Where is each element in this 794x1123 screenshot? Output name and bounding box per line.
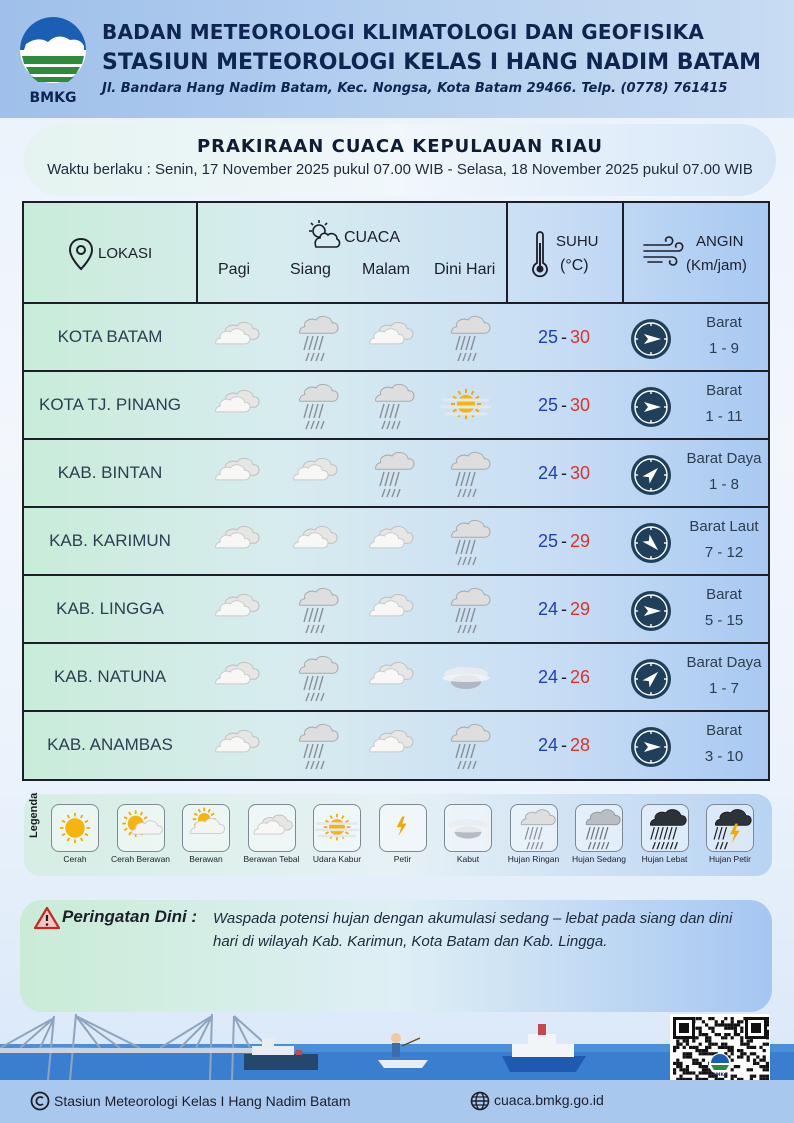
svg-text:BMKG: BMKG [712, 1073, 728, 1078]
temp-separator: - [561, 598, 567, 619]
wind-speed: 3 - 10 [704, 748, 744, 765]
header-weather: CUACA [344, 229, 401, 246]
legend-label: Berawan [189, 854, 223, 864]
footer-website-link[interactable]: cuaca.bmkg.go.id [494, 1092, 604, 1108]
berawan-tebal-icon [288, 516, 340, 566]
berawan-tebal-icon [288, 448, 340, 498]
berawan-tebal-icon [210, 720, 262, 770]
legend-label: Cerah [63, 854, 87, 864]
table-row [24, 304, 768, 372]
forecast-table [22, 201, 770, 781]
title-band [24, 124, 776, 196]
period-malam: Malam [362, 261, 411, 278]
wind-compass-icon [630, 454, 672, 496]
temp-separator: - [561, 530, 567, 551]
legend-icon-box [575, 804, 623, 852]
berawan-tebal-icon [210, 584, 262, 634]
station-name: STASIUN METEOROLOGI KELAS I HANG NADIM BATAM [102, 50, 762, 75]
legend-item [699, 804, 761, 864]
header-temp-unit: (°C) [560, 257, 589, 274]
hujan-ringan-icon [288, 652, 340, 702]
legend-icon-box [510, 804, 558, 852]
legend-icon-box [117, 804, 165, 852]
petir-icon [380, 805, 426, 851]
svg-text:BMKG: BMKG [29, 90, 77, 106]
kabut-icon [440, 652, 492, 702]
hujan-ringan-icon [440, 584, 492, 634]
cerah-berawan-icon [118, 805, 164, 851]
col-divider [622, 203, 624, 304]
hujan-ringan-icon [288, 312, 340, 362]
berawan-icon [183, 805, 229, 851]
legend-label: Cerah Berawan [110, 854, 171, 864]
warning-label: Peringatan Dini : [62, 907, 198, 926]
temp-max: 29 [570, 598, 591, 619]
ship-icon [244, 1038, 318, 1070]
period-pagi: Pagi [218, 261, 251, 278]
col-divider [196, 203, 198, 304]
legend-label: Kabut [456, 854, 480, 864]
temp-max: 26 [570, 666, 591, 687]
row-location: KAB. KARIMUN [49, 531, 171, 550]
row-temperature [514, 576, 614, 642]
wind-speed: 1 - 11 [705, 408, 743, 425]
legend-label: Hujan Ringan [507, 854, 560, 864]
hujan-sedang-icon [576, 805, 622, 851]
legend-item [437, 804, 499, 864]
row-location: KOTA BATAM [57, 327, 163, 346]
hujan-ringan-icon [364, 380, 416, 430]
legend-icon-box [379, 804, 427, 852]
legend-icon-box [182, 804, 230, 852]
hujan-ringan-icon [288, 380, 340, 430]
temp-min: 24 [537, 734, 558, 755]
udara-kabur-icon [440, 380, 492, 430]
header-temp: SUHU [556, 233, 599, 250]
wind-direction: Barat Daya [686, 450, 762, 467]
berawan-tebal-icon [364, 720, 416, 770]
table-header [24, 203, 768, 304]
row-location: KAB. NATUNA [53, 667, 167, 686]
hujan-ringan-icon [364, 448, 416, 498]
col-divider [506, 203, 508, 304]
header-location: LOKASI [98, 245, 153, 262]
legend-item [44, 804, 106, 864]
temp-min: 25 [537, 530, 558, 551]
hujan-ringan-icon [440, 516, 492, 566]
table-row [24, 440, 768, 508]
legend-icon-box [444, 804, 492, 852]
station-address: Jl. Bandara Hang Nadim Batam, Kec. Nongsa, Kota Batam 29466. Telp. (0778) 761415 [102, 81, 728, 96]
row-location: KAB. ANAMBAS [47, 735, 173, 754]
early-warning-panel [20, 900, 772, 1012]
temp-separator: - [561, 666, 567, 687]
period-siang: Siang [290, 261, 331, 278]
legend-label: Hujan Sedang [572, 854, 626, 864]
hujan-ringan-icon [440, 720, 492, 770]
legend-icon-box [706, 804, 754, 852]
copyright-icon [30, 1091, 50, 1111]
hujan-ringan-icon [511, 805, 557, 851]
wind-compass-icon [630, 386, 672, 428]
legend-icon-box [641, 804, 689, 852]
legend-item [372, 804, 434, 864]
org-name: BADAN METEOROLOGI KLIMATOLOGI DAN GEOFISIKA [102, 20, 705, 44]
hujan-lebat-icon [642, 805, 688, 851]
wind-icon [642, 235, 686, 269]
table-row [24, 508, 768, 576]
wind-compass-icon [630, 590, 672, 632]
legend-item [306, 804, 368, 864]
hujan-petir-icon [707, 805, 753, 851]
table-row [24, 576, 768, 644]
hujan-ringan-icon [288, 584, 340, 634]
bmkg-logo [18, 14, 88, 106]
temp-separator: - [561, 394, 567, 415]
wind-direction: Barat [706, 722, 742, 739]
wind-direction: Barat [706, 314, 742, 331]
table-row [24, 372, 768, 440]
legend-label: Hujan Petir [708, 854, 752, 864]
legend-item [175, 804, 237, 864]
udara-kabur-icon [314, 805, 360, 851]
temp-separator: - [561, 734, 567, 755]
wind-speed: 5 - 15 [704, 612, 744, 629]
legend-label: Petir [393, 854, 412, 864]
footer-copyright: Stasiun Meteorologi Kelas I Hang Nadim Batam [54, 1093, 351, 1109]
header-wind-unit: (Km/jam) [686, 257, 747, 274]
row-temperature [514, 372, 614, 438]
header-wind: ANGIN [696, 233, 744, 250]
legend-item [568, 804, 630, 864]
legend-item [634, 804, 696, 864]
table-row [24, 712, 768, 780]
berawan-tebal-icon [364, 516, 416, 566]
wind-direction: Barat [706, 382, 742, 399]
kabut-icon [445, 805, 491, 851]
temp-max: 29 [570, 530, 591, 551]
thermometer-icon [530, 231, 550, 279]
legend-item [110, 804, 172, 864]
location-pin-icon [68, 237, 94, 271]
globe-icon [470, 1091, 490, 1111]
berawan-tebal-icon [249, 805, 295, 851]
berawan-tebal-icon [210, 652, 262, 702]
hujan-ringan-icon [440, 312, 492, 362]
warning-icon [34, 906, 60, 930]
berawan-tebal-icon [364, 652, 416, 702]
hujan-ringan-icon [288, 720, 340, 770]
warning-text: Waspada potensi hujan dengan akumulasi sedang – lebat pada siang dan dini hari di wilayah Kab. Karimun, Kota Batam dan Kab. Lingga. [213, 910, 733, 950]
wind-direction: Barat [706, 586, 742, 603]
berawan-tebal-icon [210, 312, 262, 362]
legend-label: Hujan Lebat [641, 854, 688, 864]
validity-period: Waktu berlaku : Senin, 17 November 2025 pukul 07.00 WIB - Selasa, 18 November 2025 pukul 07.00 WIB [47, 161, 753, 178]
temp-max: 30 [570, 394, 591, 415]
table-row [24, 644, 768, 712]
partly-cloudy-icon [306, 219, 342, 251]
legend-title: Legenda [28, 792, 40, 838]
row-temperature [514, 508, 614, 574]
row-temperature [514, 644, 614, 710]
wind-speed: 1 - 9 [708, 340, 739, 357]
legend-item [241, 804, 303, 864]
legend-label: Berawan Tebal [243, 854, 300, 864]
temp-min: 24 [537, 462, 558, 483]
row-temperature [514, 712, 614, 778]
temp-max: 28 [570, 734, 591, 755]
page-title: PRAKIRAAN CUACA KEPULAUAN RIAU [196, 136, 604, 157]
berawan-tebal-icon [364, 312, 416, 362]
temp-min: 25 [537, 394, 558, 415]
row-location: KAB. BINTAN [57, 463, 163, 482]
wind-compass-icon [630, 726, 672, 768]
period-dini-hari: Dini Hari [434, 261, 496, 278]
row-location: KAB. LINGGA [56, 599, 164, 618]
wind-compass-icon [630, 318, 672, 360]
legend-label: Udara Kabur [312, 854, 362, 864]
temp-separator: - [561, 462, 567, 483]
berawan-tebal-icon [364, 584, 416, 634]
temp-separator: - [561, 326, 567, 347]
wind-compass-icon [630, 658, 672, 700]
temp-min: 25 [537, 326, 558, 347]
temp-max: 30 [570, 326, 591, 347]
temp-min: 24 [537, 666, 558, 687]
row-temperature [514, 440, 614, 506]
wind-speed: 1 - 8 [708, 476, 739, 493]
row-location: KOTA TJ. PINANG [38, 395, 181, 414]
wind-speed: 7 - 12 [704, 544, 744, 561]
temp-min: 24 [537, 598, 558, 619]
legend-icon-box [51, 804, 99, 852]
legend-item [503, 804, 565, 864]
wind-speed: 1 - 7 [708, 680, 739, 697]
cerah-icon [52, 805, 98, 851]
legend-icon-box [248, 804, 296, 852]
temp-max: 30 [570, 462, 591, 483]
berawan-tebal-icon [210, 380, 262, 430]
legend-panel [24, 794, 772, 876]
berawan-tebal-icon [210, 516, 262, 566]
wind-direction: Barat Daya [686, 654, 762, 671]
hujan-ringan-icon [440, 448, 492, 498]
wind-compass-icon [630, 522, 672, 564]
legend-icon-box [313, 804, 361, 852]
wind-direction: Barat Laut [689, 518, 759, 535]
row-temperature [514, 304, 614, 370]
ferry-icon [502, 1024, 586, 1072]
berawan-tebal-icon [210, 448, 262, 498]
